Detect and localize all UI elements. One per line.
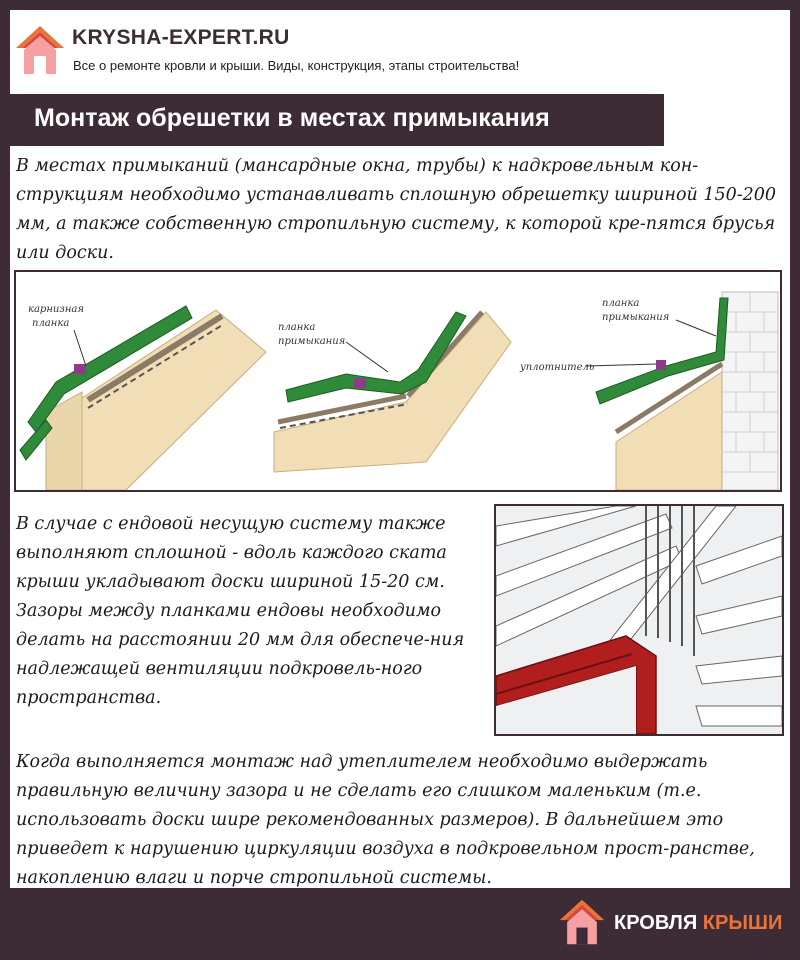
page-title: Монтаж обрешетки в местах примыкания — [34, 104, 550, 132]
roof-adjacency-illustration — [16, 272, 780, 490]
wall-diagram — [519, 292, 778, 490]
title-band — [10, 94, 664, 146]
site-header — [10, 10, 790, 90]
site-name[interactable]: KRYSHA-EXPERT.RU — [72, 26, 290, 49]
eave-label-1: карнизная — [28, 304, 84, 315]
house-logo-icon[interactable] — [12, 22, 68, 78]
footer-brand[interactable] — [614, 912, 782, 935]
roof-adjacency-figure — [14, 270, 782, 492]
valley-illustration — [496, 506, 782, 734]
paragraph-2: В случае с ендовой несущую систему также выполняют сплошной - вдоль каждого ската крыши укладывают доски шириной 15-20 см. Зазоры между планками ендовы необходимо делать на расстоянии 20 мм для обеспече-ния надлежащей вентиляции подкровель-ного пространства. — [16, 514, 465, 708]
adjacency-label-2: примыкания — [278, 336, 346, 347]
footer-brand-part2: КРЫШИ — [702, 912, 783, 934]
eave-label-2: планка — [32, 318, 70, 329]
valley-figure — [494, 504, 784, 736]
adjacency-label-3: планка — [602, 298, 640, 309]
valley-diagram — [274, 312, 511, 472]
paragraph-1: В местах примыканий (мансардные окна, трубы) к надкровельным кон-струкциям необходимо устанавливать сплошную обрешетку шириной 150-200 мм, а также собственную стропильную систему, к которой кре-пятся брусья или доски. — [16, 156, 777, 263]
paragraph-3: Когда выполняется монтаж над утеплителем необходимо выдержать правильную величину зазора и не сделать его слишком маленьким (т.е. использовать доски шире рекомендованных размеров). В дальнейшем это приведет к нарушению циркуляции воздуха в подкровельном прост-ранстве, накоплению влаги и порче стропильной системы. — [16, 752, 755, 888]
adjacency-label-4: примыкания — [602, 312, 670, 323]
eave-diagram — [20, 304, 266, 490]
footer — [0, 888, 800, 960]
seal-label: уплотнитель — [520, 362, 595, 373]
page-card — [10, 10, 790, 888]
adjacency-label-1: планка — [278, 322, 316, 333]
house-logo-icon[interactable] — [556, 896, 608, 948]
site-tagline: Все о ремонте кровли и крыши. Виды, конструкция, этапы строительства! — [73, 58, 520, 73]
footer-brand-part1: КРОВЛЯ — [614, 912, 698, 934]
